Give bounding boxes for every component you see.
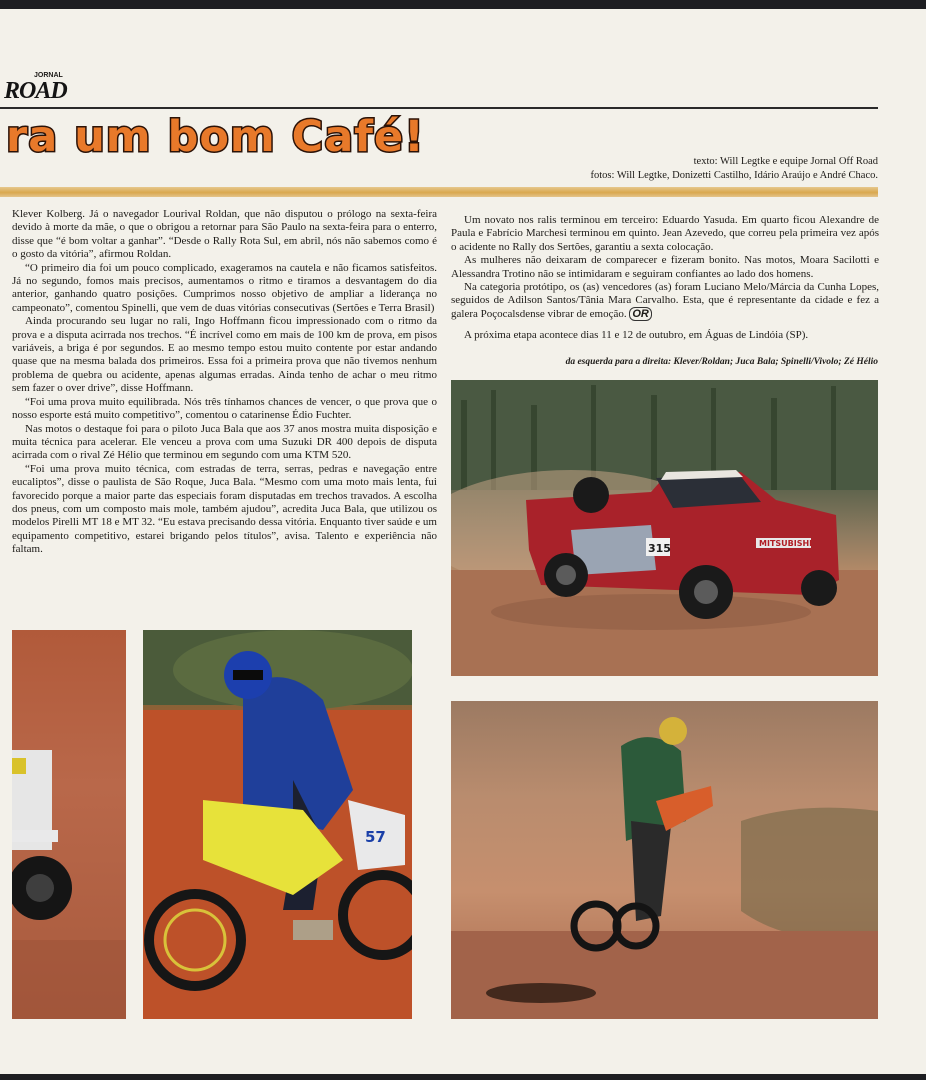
credit-text: texto: Will Legtke e equipe Jornal Off Road [693, 156, 878, 167]
end-mark: OR [629, 307, 652, 321]
top-border [0, 0, 926, 9]
credits [591, 155, 879, 182]
jornal-off-road-logo [4, 72, 67, 106]
bike-number-text: 57 [365, 828, 386, 846]
motorcycle-illustration [143, 630, 412, 1019]
cropped-truck-illustration [12, 630, 126, 1019]
bottom-border [0, 1074, 926, 1080]
article-right-column [451, 214, 879, 343]
article-left-column [12, 208, 437, 557]
paragraph: “O primeiro dia foi um pouco complicado, exageramos na cautela e não ficamos satisfeitos. Já no segundo, fomos mais precisos, aumentamos o ritmo e tiramos a desvantagem do dia anterior, ganhando quatro posições. Cumprimos nosso objetivo de ampliar a liderança no campeonato”, comentou Spinelli, que vem de duas vitórias consecutivas (Sertões e Terra Brasil) [12, 261, 437, 314]
logo-main-text: ROAD [4, 78, 67, 104]
truck-sponsor-text: MITSUBISHI [759, 539, 813, 548]
truck-illustration [451, 380, 878, 676]
photo-caption: da esquerda para a direita: Klever/Roldan; Juca Bala; Spinelli/Vivolo; Zé Hélio [565, 357, 878, 367]
rally-truck-photo [451, 380, 878, 676]
motorcycle-photo-juca-bala [143, 630, 412, 1019]
cropped-truck-photo [12, 630, 126, 1019]
headline: ra um bom Café! [6, 112, 425, 162]
paragraph: Klever Kolberg. Já o navegador Lourival Roldan, que não disputou o prólogo na sexta-feira devido à morte da mãe, o que o obrigou a retornar para São Paulo na sexta-feira para o enterro, disse que “é bom voltar a ganhar”. “Desde o Rally Rota Sul, em abril, nós não sabemos como é o gosto da vitória”, afirmou Roldan. [12, 208, 437, 261]
header-rule [0, 107, 878, 109]
paragraph: Nas motos o destaque foi para o piloto Juca Bala que aos 37 anos mostra muita disposição e muita técnica para acelerar. Ele venceu a prova com uma Suzuki DR 400 depois de disputa acirrada com o rival Zé Hélio que terminou em segundo com uma KTM 520. [12, 422, 437, 462]
paragraph: As mulheres não deixaram de comparecer e fizeram bonito. Nas motos, Moara Sacilotti e Alessandra Trotino não se intimidaram e seguiram confiantes ao lado dos homens. [451, 254, 879, 280]
next-stage-note: A próxima etapa acontece dias 11 e 12 de outubro, em Águas de Lindóia (SP). [464, 329, 809, 342]
paragraph: “Foi uma prova muito técnica, com estradas de terra, serras, pedras e navegação entre eucaliptos”, disse o paulista de São Roque, Juca Bala. “Mesmo com uma moto mais lenta, fui favorecido porque a maior parte das especiais foram disputadas em trechos travados. A escolha dos pneus, com um composto mais mole, também ajudou”, acredita Juca Bala, que utilizou os modelos Pirelli MT 18 e MT 32. “Eu estava precisando dessa vitória. Enquanto tiver saúde e um equipamento competitivo, estarei brigando pelos títulos”, avisa. Talento e experiência não faltam. [12, 462, 437, 556]
credit-photos: fotos: Will Legtke, Donizetti Castilho, Idário Araújo e André Chaco. [590, 169, 878, 181]
paragraph [451, 281, 879, 321]
paragraph: Ainda procurando seu lugar no rali, Ingo Hoffmann ficou impressionado com o ritmo da prova e a disputa acirrada nos trechos. “É incrível como em mais de 100 km de prova, em pisos variáveis, a briga é por segundos. E ao mesmo tempo estou muito contente por estar andando quase que na mesma balada dos primeiros. Essa foi a primeira prova que não tivemos nenhum problema de quebra ou acidente, apenas algumas erradas. Ainda tenho de achar o meu ritmo sem fazer o over drive”, disse Hoffmann. [12, 315, 437, 395]
paragraph: Um novato nos ralis terminou em terceiro: Eduardo Yasuda. Em quarto ficou Alexandre de Paula e Fabrício Marchesi terminou em quinto. Jean Azevedo, que correu pela primeira vez após o acidente no Rally dos Sertões, garantiu a sexta colocação. [451, 214, 879, 253]
motorcycle-jump-illustration [451, 701, 878, 1019]
paragraph: “Foi uma prova muito equilibrada. Nós três tínhamos chances de vencer, o que prova que o nosso esporte está muito competitivo”, comentou o catarinense Édio Fuchter. [12, 395, 437, 422]
truck-number-text: 315 [648, 542, 671, 555]
decorative-band [0, 187, 878, 197]
paragraph-text: Na categoria protótipo, os (as) vencedores (as) foram Luciano Melo/Márcia da Cunha Lopes, seguidos de Adilson Santos/Tânia Mara Carvalho. Esta, que é representante da cidade e fez a galera Poçocalsdense vibrar de emoção. [451, 281, 879, 320]
motorcycle-photo-ze-helio [451, 701, 878, 1019]
logo-small-text: JORNAL [34, 72, 63, 79]
